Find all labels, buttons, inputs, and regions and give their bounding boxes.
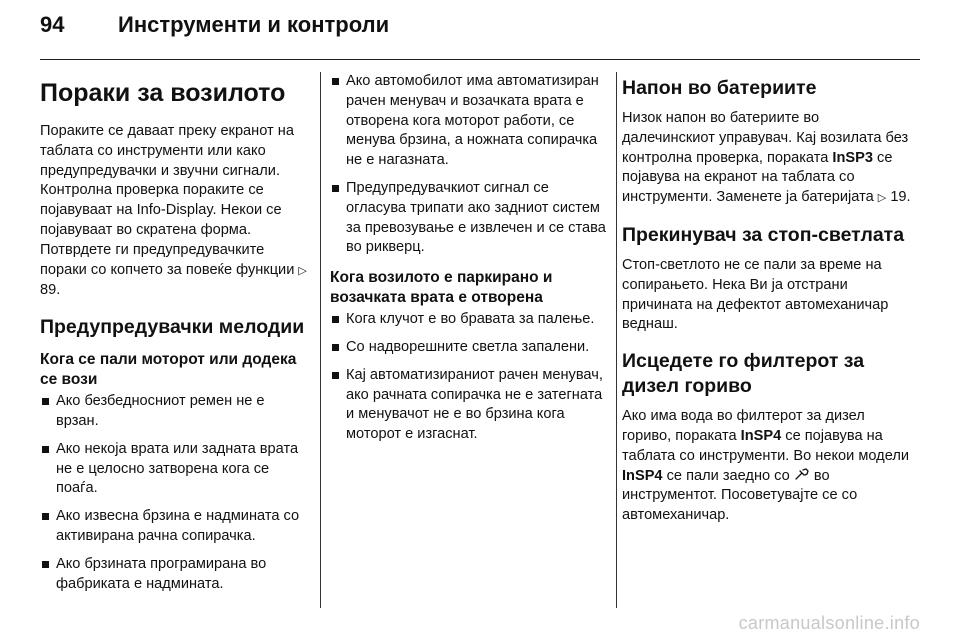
battery-text: Низок напон во батериите во далечинскиот управувач. Кај возилата без контролна проверка, пораката (622, 110, 909, 166)
page-number: 94 (40, 12, 65, 37)
battery-heading: Напон во батериите (622, 77, 817, 99)
page-ref-icon: ▷ (877, 192, 887, 205)
message-code: InSP3 (832, 149, 873, 166)
intro-text: Пораките се даваат преку екранот на таблата со инструменти или како предупредувачки и звучни сигнали. Контролна проверка пораките се појавуваат на Info-Display. Некои се појавуваат во скратена форма. Потврдете ги предупредувачките пораки со копчето за повеќе функции (40, 123, 295, 278)
filter-text: Ако има вода во филтерот за дизел гориво, пораката (622, 408, 865, 444)
section-title: Пораки за возилото (40, 79, 286, 107)
top-list (330, 72, 606, 258)
list-item: Кај автоматизираниот рачен менувач, ако рачната сопирачка не е затегната и менувачот не е во брзина кога моторот е изгаснат. (330, 366, 606, 445)
column-divider (616, 72, 617, 608)
column-3 (622, 72, 912, 532)
brake-heading: Прекинувач за стоп-светлата (622, 223, 905, 246)
list-item: Ако автомобилот има автоматизиран рачен менувач и возачката врата е отворена кога моторот работи, се менува брзина, а ножната сопирачка не е нагазната. (330, 72, 606, 171)
battery-page-ref: 19. (890, 189, 911, 206)
list-item: Ако брзината програмирана во фабриката е надмината. (40, 555, 308, 595)
battery-paragraph (622, 109, 912, 209)
column-1 (40, 72, 308, 602)
parked-heading: Кога возилото е паркирано и возачката врата е отворена (330, 269, 553, 307)
filter-text: во инструментот. Посоветувајте се со автомеханичар. (622, 467, 858, 524)
column-2 (330, 72, 606, 453)
list-item: Ако извесна брзина е надмината со активирана рачна сопирачка. (40, 507, 308, 547)
filter-text: се појавува на таблата со инструменти. Во некои модели (622, 427, 909, 464)
message-code: InSP4 (740, 427, 782, 444)
column-divider (320, 72, 321, 608)
list-item: Ако некоја врата или задната врата не е целосно затворена кога се поаѓа. (40, 440, 308, 499)
parked-list (330, 310, 606, 445)
melodies-heading: Предупредувачки мелодии (40, 316, 305, 339)
header-rule (40, 59, 920, 60)
message-code: InSP4 (622, 467, 663, 484)
brake-paragraph: Стоп-светлото не се пали за време на сопирањето. Нека Ви ја отстрани причината на дефектот автомеханичар веднаш. (622, 256, 889, 333)
page-ref-icon: ▷ (298, 264, 307, 277)
filter-paragraph (622, 407, 912, 526)
list-item: Кога клучот е во бравата за палење. (330, 310, 606, 330)
page-header (40, 12, 389, 52)
chapter-title: Инструменти и контроли (118, 12, 390, 37)
filter-text: се пали заедно со (666, 467, 790, 484)
driving-heading: Кога се пали моторот или додека се вози (40, 351, 297, 389)
list-item: Ако безбедносниот ремен не е врзан. (40, 392, 308, 432)
list-item: Предупредувачкиот сигнал се огласува трипати ако задниот систем за превозување е извлечен и се става во рикверц. (330, 179, 606, 258)
driving-list (40, 392, 308, 594)
filter-heading: Исцедете го филтерот за дизел гориво (622, 350, 865, 398)
service-wrench-icon (794, 468, 810, 481)
list-item: Со надворешните светла запалени. (330, 338, 606, 358)
watermark: carmanualsonline.info (738, 613, 920, 633)
intro-page-ref: 89. (40, 282, 61, 299)
intro-paragraph (40, 122, 308, 301)
battery-text: се појавува на екранот на таблата со инструменти. Заменете ја батеријата (622, 149, 893, 206)
